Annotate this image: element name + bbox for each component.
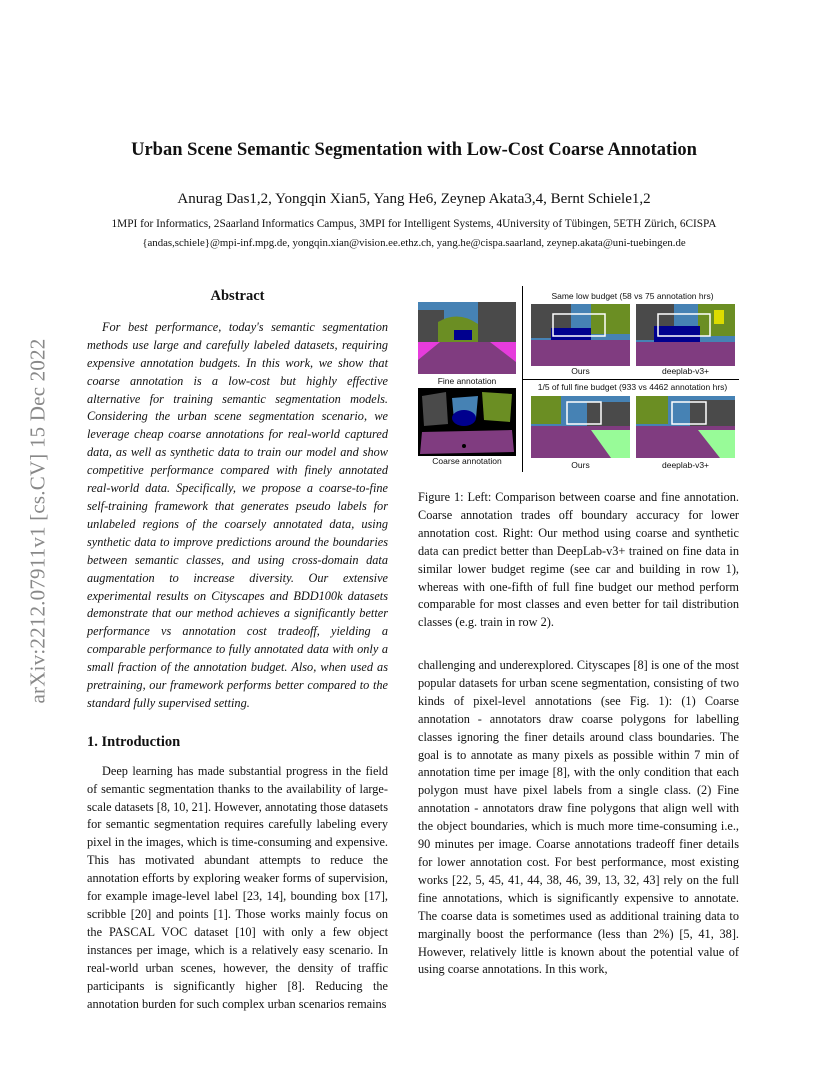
same-budget-header: Same low budget (58 vs 75 annotation hrs)	[551, 291, 714, 301]
deeplab-low-budget-image	[636, 304, 735, 366]
arxiv-id: arXiv:2212.07911v1 [cs.CV] 15 Dec 2022	[25, 338, 50, 704]
ours-label-row2: Ours	[571, 460, 590, 470]
introduction-heading: 1. Introduction	[87, 733, 181, 750]
fine-annotation-image	[418, 302, 516, 374]
fine-annotation-label: Fine annotation	[437, 376, 497, 386]
ours-low-budget-render	[531, 304, 630, 366]
right-column-text	[418, 657, 739, 979]
coarse-annotation-label: Coarse annotation	[432, 456, 502, 466]
ours-fifth-budget-render	[531, 396, 630, 458]
deeplab-fifth-budget-image	[636, 396, 735, 458]
deeplab-low-budget-render	[636, 304, 735, 366]
author-list: Anurag Das1,2, Yongqin Xian5, Yang He6, Zeynep Akata3,4, Bernt Schiele1,2	[177, 191, 651, 207]
coarse-annotation-image	[418, 388, 516, 456]
introduction-continuation: challenging and underexplored. Cityscapes [8] is one of the most popular datasets for urban scene segmentation, consisting of two kinds of pixel-level annotations (see Fig. 1): (1) Coarse annotation - annotators draw coarse polygons for labelling classes ignoring the finer details around class boundaries. The goal is to annotate as many pixels as possible within 7 min of annotation time per image [8], with the only condition that each polygon must have pixel labels from a single class. (2) Fine annotation - annotators draw fine polygons that align well with the object boundaries, which is much more time-consuming i.e., 90 minutes per image. Coarse annotations tradeoff finer details for lower annotation cost. For best performance, most existing works [22, 5, 45, 41, 44, 38, 46, 39, 13, 32, 43] rely on the full fine annotations, which is significantly expensive to annotate. The coarse data is sometimes used as additional training data to marginally boost the performance (less than 2%) [5, 41, 38]. However, relatively little is known about the potential value of using coarse annotations. In this work,	[418, 658, 739, 977]
introduction-paragraph: Deep learning has made substantial progress in the field of semantic segmentation thanks to the availability of large-scale datasets [8, 10, 21]. However, annotating those datasets for semantic segmentation requires carefully labeling every pixel in the images, which is time-consuming and expensive. This has motivated abundant attempts to reduce the annotation efforts by exploring weaker forms of supervision, for example image-level label [23, 14], bounding box [17], scribble [20] and points [1]. Those works mainly focus on the PASCAL VOC dataset [10] with only a few object instances per image, which is a relatively easy scenario. In real-world urban scenes, however, the density of traffic participants is significantly higher [8]. Reducing the annotation burden for such complex urban scenarios remains	[87, 763, 388, 1011]
deeplab-label-row1: deeplab-v3+	[661, 366, 710, 376]
figure-divider-horizontal	[522, 379, 739, 380]
ours-low-budget-image	[531, 304, 630, 366]
abstract-text: For best performance, today's semantic segmentation methods use large and carefully labeled datasets, requiring expensive annotation budgets. In this work, we show that coarse annotation is a low-cost but highly effective alternative for training semantic segmentation models. Considering the urban scene segmentation scenario, we leverage cheap coarse annotations for real-world captured data, as well as synthetic data to train our model and show competitive performance compared with finely annotated real-world data. Specifically, we propose a coarse-to-fine self-training framework that generates pseudo labels for unlabeled regions of the coarsely annotated data, using synthetic data to improve predictions around the boundaries between semantic classes, and using cross-domain data augmentation to increase diversity. Our extensive experimental results on Cityscapes and BDD100k datasets demonstrate that our method achieves a significantly better performance vs annotation cost tradeoff, yielding a comparable performance to fully annotated data with only a small fraction of the annotation budget. Also, when used as pretraining, our framework performs better compared to the standard fully supervised setting.	[87, 319, 388, 710]
affiliations: 1MPI for Informatics, 2Saarland Informatics Campus, 3MPI for Intelligent Systems, 4University of Tübingen, 5ETH Zürich, 6CISPA	[111, 218, 717, 230]
figure-1	[418, 286, 739, 476]
left-column	[87, 288, 388, 1013]
figure-caption-text: Figure 1: Left: Comparison between coarse and fine annotation. Coarse annotation trades off boundary accuracy for lower annotation cost. Right: Our method using coarse and synthetic data can predict better than DeepLab-v3+ trained on fine data in similar lower budget regime (see car and building in row 1), whereas with one-fifth of full fine budget our method perform comparable for most classes and even better for tail distribution classes (e.g. train in row 2).	[418, 490, 739, 630]
arxiv-stamp	[20, 286, 56, 756]
ours-fifth-budget-image	[531, 396, 630, 458]
fine-annotation-render	[418, 302, 516, 374]
deeplab-label-row2: deeplab-v3+	[661, 460, 710, 470]
figure-caption	[418, 489, 739, 632]
deeplab-fifth-budget-render	[636, 396, 735, 458]
fifth-budget-header: 1/5 of full fine budget (933 vs 4462 annotation hrs)	[537, 382, 728, 392]
abstract-heading: Abstract	[210, 288, 265, 304]
coarse-annotation-render	[418, 388, 516, 456]
author-emails: {andas,schiele}@mpi-inf.mpg.de, yongqin.xian@vision.ee.ethz.ch, yang.he@cispa.saarland, zeynep.akata@uni-tuebingen.de	[142, 237, 686, 249]
paper-title: Urban Scene Semantic Segmentation with Low-Cost Coarse Annotation	[131, 140, 697, 160]
ours-label-row1: Ours	[571, 366, 590, 376]
